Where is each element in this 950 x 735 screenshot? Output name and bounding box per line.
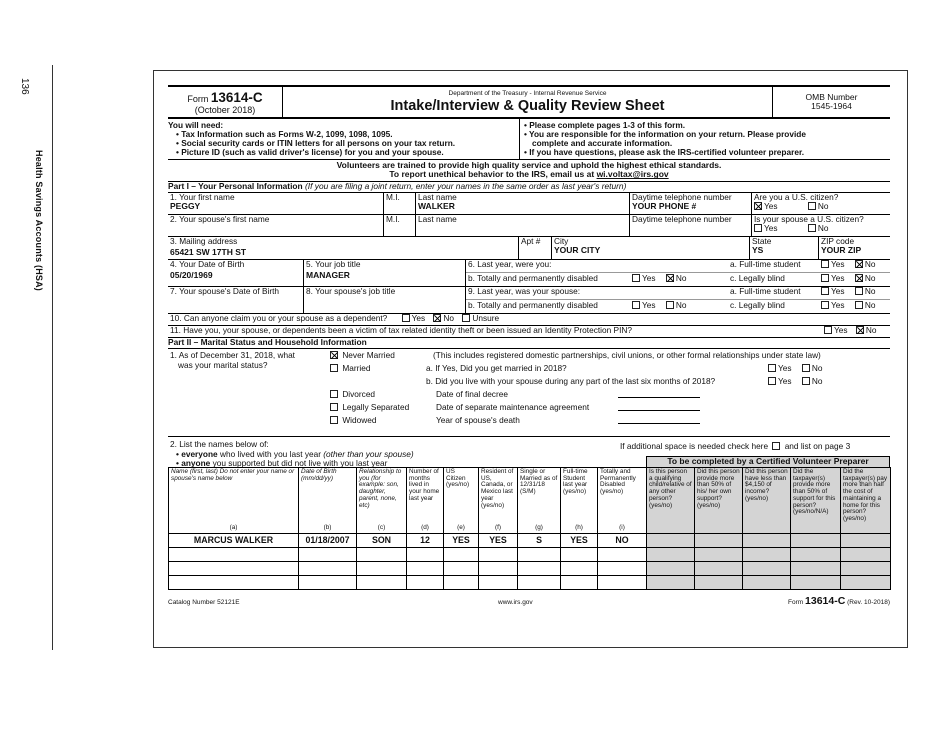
form-number: 13614-C <box>210 90 263 105</box>
need-note: complete and accurate information. <box>532 138 673 149</box>
empty-cell[interactable] <box>357 562 407 576</box>
spouse-death-field[interactable] <box>618 416 700 424</box>
married-label: Married <box>342 363 371 373</box>
q9a-yes-checkbox[interactable] <box>821 287 829 295</box>
q9c-label: c. Legally blind <box>730 300 785 310</box>
mi-label: M.I. <box>383 193 415 214</box>
address-label: 3. Mailing address <box>170 237 238 246</box>
cvp-cell[interactable] <box>841 562 891 576</box>
empty-cell[interactable] <box>479 548 518 562</box>
spouse-citizen-label: Is your spouse a U.S. citizen? <box>754 215 864 224</box>
no-label: No <box>864 300 876 310</box>
empty-cell[interactable] <box>444 576 479 590</box>
q11-label: 11. Have you, your spouse, or dependents been a victim of tax related identity theft or been issued an Identity Protection PIN? <box>170 326 632 335</box>
divorce-date-field[interactable] <box>618 390 700 398</box>
married-a-yes-checkbox[interactable] <box>768 364 776 372</box>
part1-note: (If you are filing a joint return, enter your names in the same order as last year's return) <box>304 181 627 191</box>
q2-anyone: • anyone <box>176 458 211 468</box>
q6c-no-checkbox[interactable] <box>855 274 863 282</box>
form-13614c <box>168 85 890 614</box>
q6a-yes-checkbox[interactable] <box>821 260 829 268</box>
footer-rev: (Rev. 10-2018) <box>847 599 890 606</box>
q1-label-2: was your marital status? <box>178 360 268 370</box>
q9a-no-checkbox[interactable] <box>855 287 863 295</box>
no-label: No <box>865 326 877 335</box>
dob-label: 4. Your Date of Birth <box>170 260 245 269</box>
yes-label: Yes <box>411 314 426 323</box>
first-name-label: 1. Your first name <box>170 193 235 202</box>
empty-cell[interactable] <box>518 548 561 562</box>
q9b-no-checkbox[interactable] <box>666 301 674 309</box>
city-field[interactable]: YOUR CITY <box>554 245 601 256</box>
table-row <box>169 576 891 590</box>
need-note: • If you have questions, please ask the IRS-certified volunteer preparer. <box>524 147 805 158</box>
part2-title: Part II – Marital Status and Household Information <box>168 337 367 347</box>
q6-label: 6. Last year, were you: <box>468 260 552 269</box>
citizen-no-checkbox[interactable] <box>808 202 816 210</box>
dependent-marital-cell[interactable]: S <box>518 534 561 548</box>
row-your-name <box>168 193 890 215</box>
married-a-no-checkbox[interactable] <box>802 364 810 372</box>
yes-label: Yes <box>778 363 792 373</box>
empty-cell[interactable] <box>518 562 561 576</box>
cvp-cell[interactable] <box>695 562 743 576</box>
col-income-header: Did this person have less than $4,150 of income? (yes/no) <box>743 468 791 534</box>
footer-form-number: 13614-C <box>805 595 846 607</box>
col-taxpayer-support-header: Did the taxpayer(s) provide more than 50% of support for this person? (yes/no/N/A) <box>791 468 841 534</box>
city-label: City <box>554 237 569 246</box>
dependents-table <box>168 467 891 590</box>
divorced-checkbox[interactable] <box>330 390 338 398</box>
q2-everyone-text: who lived with you last year <box>219 449 321 459</box>
divorced-label: Divorced <box>342 389 376 399</box>
q6b-yes-checkbox[interactable] <box>632 274 640 282</box>
cvp-cell[interactable] <box>841 534 891 548</box>
separated-checkbox[interactable] <box>330 403 338 411</box>
need-item: • Tax Information such as Forms W-2, 1099, 1098, 1095. <box>176 129 393 140</box>
q2-anyone-text: you supported but did not live with you last year <box>212 458 388 468</box>
cvp-cell[interactable] <box>647 534 695 548</box>
row-spouse-dob-job <box>168 287 890 314</box>
empty-cell[interactable] <box>518 576 561 590</box>
need-item: • Social security cards or ITIN letters for all persons on your tax return. <box>176 138 456 149</box>
empty-cell[interactable] <box>598 548 647 562</box>
yes-label: Yes <box>831 260 845 269</box>
separation-date-label: Date of separate maintenance agreement <box>436 402 590 412</box>
empty-cell[interactable] <box>444 562 479 576</box>
spouse-job-label: 8. Your spouse's job title <box>303 287 465 313</box>
form-date: (October 2018) <box>194 104 256 115</box>
first-name-field[interactable]: PEGGY <box>170 201 201 212</box>
no-label: No <box>817 201 829 212</box>
col-relationship-header: Relationship to you (for example: son, daughter, parent, none, etc) (c) <box>357 468 407 534</box>
divorce-date-label: Date of final decree <box>436 389 508 399</box>
cvp-cell[interactable] <box>743 562 791 576</box>
yes-label: Yes <box>764 223 778 234</box>
job-field[interactable]: MANAGER <box>306 270 350 281</box>
report-email-link[interactable]: wi.voltax@irs.gov <box>596 169 669 180</box>
q10-yes-checkbox[interactable] <box>402 314 410 322</box>
cvp-cell[interactable] <box>647 548 695 562</box>
last-name-field[interactable]: WALKER <box>418 201 455 212</box>
citizen-label: Are you a U.S. citizen? <box>754 193 839 202</box>
no-label: No <box>675 300 687 310</box>
q9a-label: a. Full-time student <box>730 287 801 296</box>
q2-everyone-note: (other than your spouse) <box>323 449 414 459</box>
married-b-yes-checkbox[interactable] <box>768 377 776 385</box>
state-field[interactable]: YS <box>752 245 764 256</box>
citizen-yes-checkbox[interactable] <box>754 202 762 210</box>
cvp-cell[interactable] <box>695 548 743 562</box>
col-citizen-header: US Citizen (yes/no) (e) <box>444 468 479 534</box>
job-label: 5. Your job title <box>306 260 361 269</box>
irs-website: www.irs.gov <box>498 599 533 606</box>
form-title: Intake/Interview & Quality Review Sheet <box>390 98 665 115</box>
state-label: State <box>752 237 772 246</box>
q2-label: 2. List the names below of: <box>170 439 269 449</box>
col-qualifying-header: Is this person a qualifying child/relative of any other person? (yes/no) <box>647 468 695 534</box>
widowed-label: Widowed <box>342 415 377 425</box>
no-label: No <box>864 260 876 269</box>
part1-heading <box>168 182 890 193</box>
spouse-phone-label: Daytime telephone number <box>629 215 751 236</box>
dependent-name-cell[interactable]: MARCUS WALKER <box>169 534 299 548</box>
empty-cell[interactable] <box>407 562 444 576</box>
cvp-heading: To be completed by a Certified Volunteer Preparer <box>646 456 890 467</box>
separation-date-field[interactable] <box>618 403 700 411</box>
empty-cell[interactable] <box>407 576 444 590</box>
spouse-dob-label: 7. Your spouse's Date of Birth <box>170 287 280 296</box>
empty-cell[interactable] <box>299 576 357 590</box>
q2-everyone: • everyone <box>176 449 218 459</box>
yes-label: Yes <box>831 287 845 296</box>
spouse-first-name-label: 2. Your spouse's first name <box>170 215 270 224</box>
part2-heading <box>168 338 890 349</box>
spouse-citizen-yes-checkbox[interactable] <box>754 224 762 232</box>
extra-space-checkbox[interactable] <box>772 442 780 450</box>
col-own-support-header: Did this person provide more than 50% of his/ her own support? (yes/no) <box>695 468 743 534</box>
no-label: No <box>443 314 455 323</box>
yes-label: Yes <box>834 326 848 335</box>
col-name-header: Name (first, last) Do not enter your name or spouse's name below (a) <box>169 468 299 534</box>
col-resident-header: Resident of US, Canada, or Mexico last year (yes/no) (f) <box>479 468 518 534</box>
empty-cell[interactable] <box>169 548 299 562</box>
cvp-cell[interactable] <box>791 562 841 576</box>
catalog-number: Catalog Number 52121E <box>168 599 240 606</box>
col-marital-header: Single or Married as of 12/31/18 (S/M) (g) <box>518 468 561 534</box>
q9c-yes-checkbox[interactable] <box>821 301 829 309</box>
cvp-cell[interactable] <box>695 576 743 590</box>
dependent-relationship-cell[interactable]: SON <box>357 534 407 548</box>
empty-cell[interactable] <box>407 548 444 562</box>
yes-label: Yes <box>778 376 792 386</box>
extra-space-label: If additional space is needed check here <box>620 441 769 451</box>
no-label: No <box>864 287 876 296</box>
spouse-death-label: Year of spouse's death <box>436 415 520 425</box>
apt-label: Apt # <box>518 237 551 259</box>
extra-space-label-2: and list on page 3 <box>784 441 851 451</box>
department: Department of the Treasury - Internal Revenue Service <box>448 90 607 97</box>
training-notice <box>168 160 890 182</box>
form-id <box>168 87 283 117</box>
row-spouse-name <box>168 215 890 237</box>
empty-cell[interactable] <box>169 576 299 590</box>
never-married-label: Never Married <box>342 350 395 360</box>
mi-label: M.I. <box>383 215 415 236</box>
no-label: No <box>817 223 829 234</box>
omb-box <box>772 87 890 117</box>
q9c-no-checkbox[interactable] <box>855 301 863 309</box>
spouse-citizen-no-checkbox[interactable] <box>808 224 816 232</box>
yes-label: Yes <box>642 300 656 310</box>
spouse-last-name-label: Last name <box>415 215 629 236</box>
col-dob-header: Date of Birth (mm/dd/yy) (b) <box>299 468 357 534</box>
section-title: Health Savings Accounts (HSA) <box>34 150 44 291</box>
married-a-label: a. If Yes, Did you get married in 2018? <box>426 363 567 373</box>
empty-cell[interactable] <box>444 548 479 562</box>
cvp-cell[interactable] <box>791 576 841 590</box>
cvp-cell[interactable] <box>791 534 841 548</box>
widowed-checkbox[interactable] <box>330 416 338 424</box>
marital-status <box>168 349 890 437</box>
q6b-no-checkbox[interactable] <box>666 274 674 282</box>
last-name-label: Last name <box>418 193 457 202</box>
q6c-yes-checkbox[interactable] <box>821 274 829 282</box>
empty-cell[interactable] <box>561 548 598 562</box>
table-row <box>169 534 891 548</box>
training-line: Volunteers are trained to provide high quality service and uphold the highest ethical standards. <box>336 160 722 170</box>
empty-cell[interactable] <box>299 548 357 562</box>
cvp-cell[interactable] <box>743 576 791 590</box>
q6b-label: b. Totally and permanently disabled <box>468 273 598 283</box>
cvp-cell[interactable] <box>743 534 791 548</box>
page-number: 136 <box>19 78 30 95</box>
empty-cell[interactable] <box>561 576 598 590</box>
yes-label: Yes <box>831 273 845 283</box>
unsure-label: Unsure <box>472 314 500 323</box>
dependent-student-cell[interactable]: YES <box>561 534 598 548</box>
cvp-cell[interactable] <box>841 548 891 562</box>
table-header <box>169 468 891 534</box>
yes-label: Yes <box>642 273 656 283</box>
dependent-disabled-cell[interactable]: NO <box>598 534 647 548</box>
no-label: No <box>811 376 823 386</box>
table-row <box>169 548 891 562</box>
address-field[interactable]: 65421 SW 17TH ST <box>170 247 247 258</box>
q10-no-checkbox[interactable] <box>433 314 441 322</box>
empty-cell[interactable] <box>357 548 407 562</box>
table-row <box>169 562 891 576</box>
no-label: No <box>811 363 823 373</box>
form-header <box>168 85 890 119</box>
cvp-cell[interactable] <box>841 576 891 590</box>
phone-label: Daytime telephone number <box>632 193 732 202</box>
side-divider <box>52 65 53 650</box>
side-strip <box>0 0 60 650</box>
never-married-checkbox[interactable] <box>330 351 338 359</box>
cvp-cell[interactable] <box>695 534 743 548</box>
empty-cell[interactable] <box>169 562 299 576</box>
q10-label: 10. Can anyone claim you or your spouse as a dependent? <box>170 314 388 323</box>
dependent-months-cell[interactable]: 12 <box>407 534 444 548</box>
married-b-no-checkbox[interactable] <box>802 377 810 385</box>
q9-label: 9. Last year, was your spouse: <box>468 287 581 296</box>
dependent-resident-cell[interactable]: YES <box>479 534 518 548</box>
need-item: • Picture ID (such as valid driver's license) for you and your spouse. <box>176 147 444 158</box>
cvp-cell[interactable] <box>647 562 695 576</box>
empty-cell[interactable] <box>299 562 357 576</box>
q10-unsure-checkbox[interactable] <box>462 314 470 322</box>
need-note: • You are responsible for the information on your return. Please provide <box>524 129 806 140</box>
no-label: No <box>864 273 876 283</box>
col-disabled-header: Totally and Permanently Disabled (yes/no) (i) <box>598 468 647 534</box>
part1-title: Part I – Your Personal Information <box>168 181 303 191</box>
form-label: Form <box>187 94 209 104</box>
instructions <box>168 119 890 160</box>
q9b-yes-checkbox[interactable] <box>632 301 640 309</box>
cvp-cell[interactable] <box>647 576 695 590</box>
q9b-label: b. Totally and permanently disabled <box>468 300 598 310</box>
col-months-header: Number of months lived in your home last year (d) <box>407 468 444 534</box>
phone-field[interactable]: YOUR PHONE # <box>632 201 697 212</box>
yes-label: Yes <box>831 300 845 310</box>
zip-field[interactable]: YOUR ZIP <box>821 245 862 256</box>
col-home-cost-header: Did the taxpayer(s) pay more than half the cost of maintaining a home for this person? (yes/no) <box>841 468 891 534</box>
need-note: • Please complete pages 1-3 of this form. <box>524 120 686 130</box>
training-line: To report unethical behavior to the IRS, email us at <box>389 169 595 180</box>
zip-label: ZIP code <box>821 237 855 246</box>
empty-cell[interactable] <box>479 576 518 590</box>
dependent-dob-cell[interactable]: 01/18/2007 <box>299 534 357 548</box>
q6c-label: c. Legally blind <box>730 273 785 283</box>
no-label: No <box>675 273 687 283</box>
footer-form-label: Form <box>788 599 804 606</box>
cvp-cell[interactable] <box>743 548 791 562</box>
row-address <box>168 237 890 260</box>
omb-label: OMB Number <box>805 92 858 102</box>
q1-label: 1. As of December 31, 2018, what <box>170 350 295 360</box>
empty-cell[interactable] <box>598 576 647 590</box>
row-q10 <box>168 314 890 326</box>
empty-cell[interactable] <box>479 562 518 576</box>
omb-number: 1545-1964 <box>811 101 852 112</box>
married-b-label: b. Did you live with your spouse during any part of the last six months of 2018? <box>426 376 716 386</box>
form-footer <box>168 594 890 614</box>
q11-no-checkbox[interactable] <box>856 326 864 334</box>
row-dob-job <box>168 260 890 287</box>
separated-label: Legally Separated <box>342 402 410 412</box>
col-student-header: Full-time Student last year (yes/no) (h) <box>561 468 598 534</box>
empty-cell[interactable] <box>598 562 647 576</box>
dob-field[interactable]: 05/20/1969 <box>170 270 213 281</box>
dependents-intro <box>168 437 890 467</box>
empty-cell[interactable] <box>357 576 407 590</box>
dependent-citizen-cell[interactable]: YES <box>444 534 479 548</box>
q6a-no-checkbox[interactable] <box>855 260 863 268</box>
married-checkbox[interactable] <box>330 364 338 372</box>
yes-label: Yes <box>764 201 778 212</box>
q6a-label: a. Full-time student <box>730 260 801 269</box>
never-married-note: (This includes registered domestic partnerships, civil unions, or other formal relationships under state law) <box>433 350 821 360</box>
need-heading: You will need: <box>168 120 224 130</box>
empty-cell[interactable] <box>561 562 598 576</box>
q11-yes-checkbox[interactable] <box>824 326 832 334</box>
cvp-cell[interactable] <box>791 548 841 562</box>
